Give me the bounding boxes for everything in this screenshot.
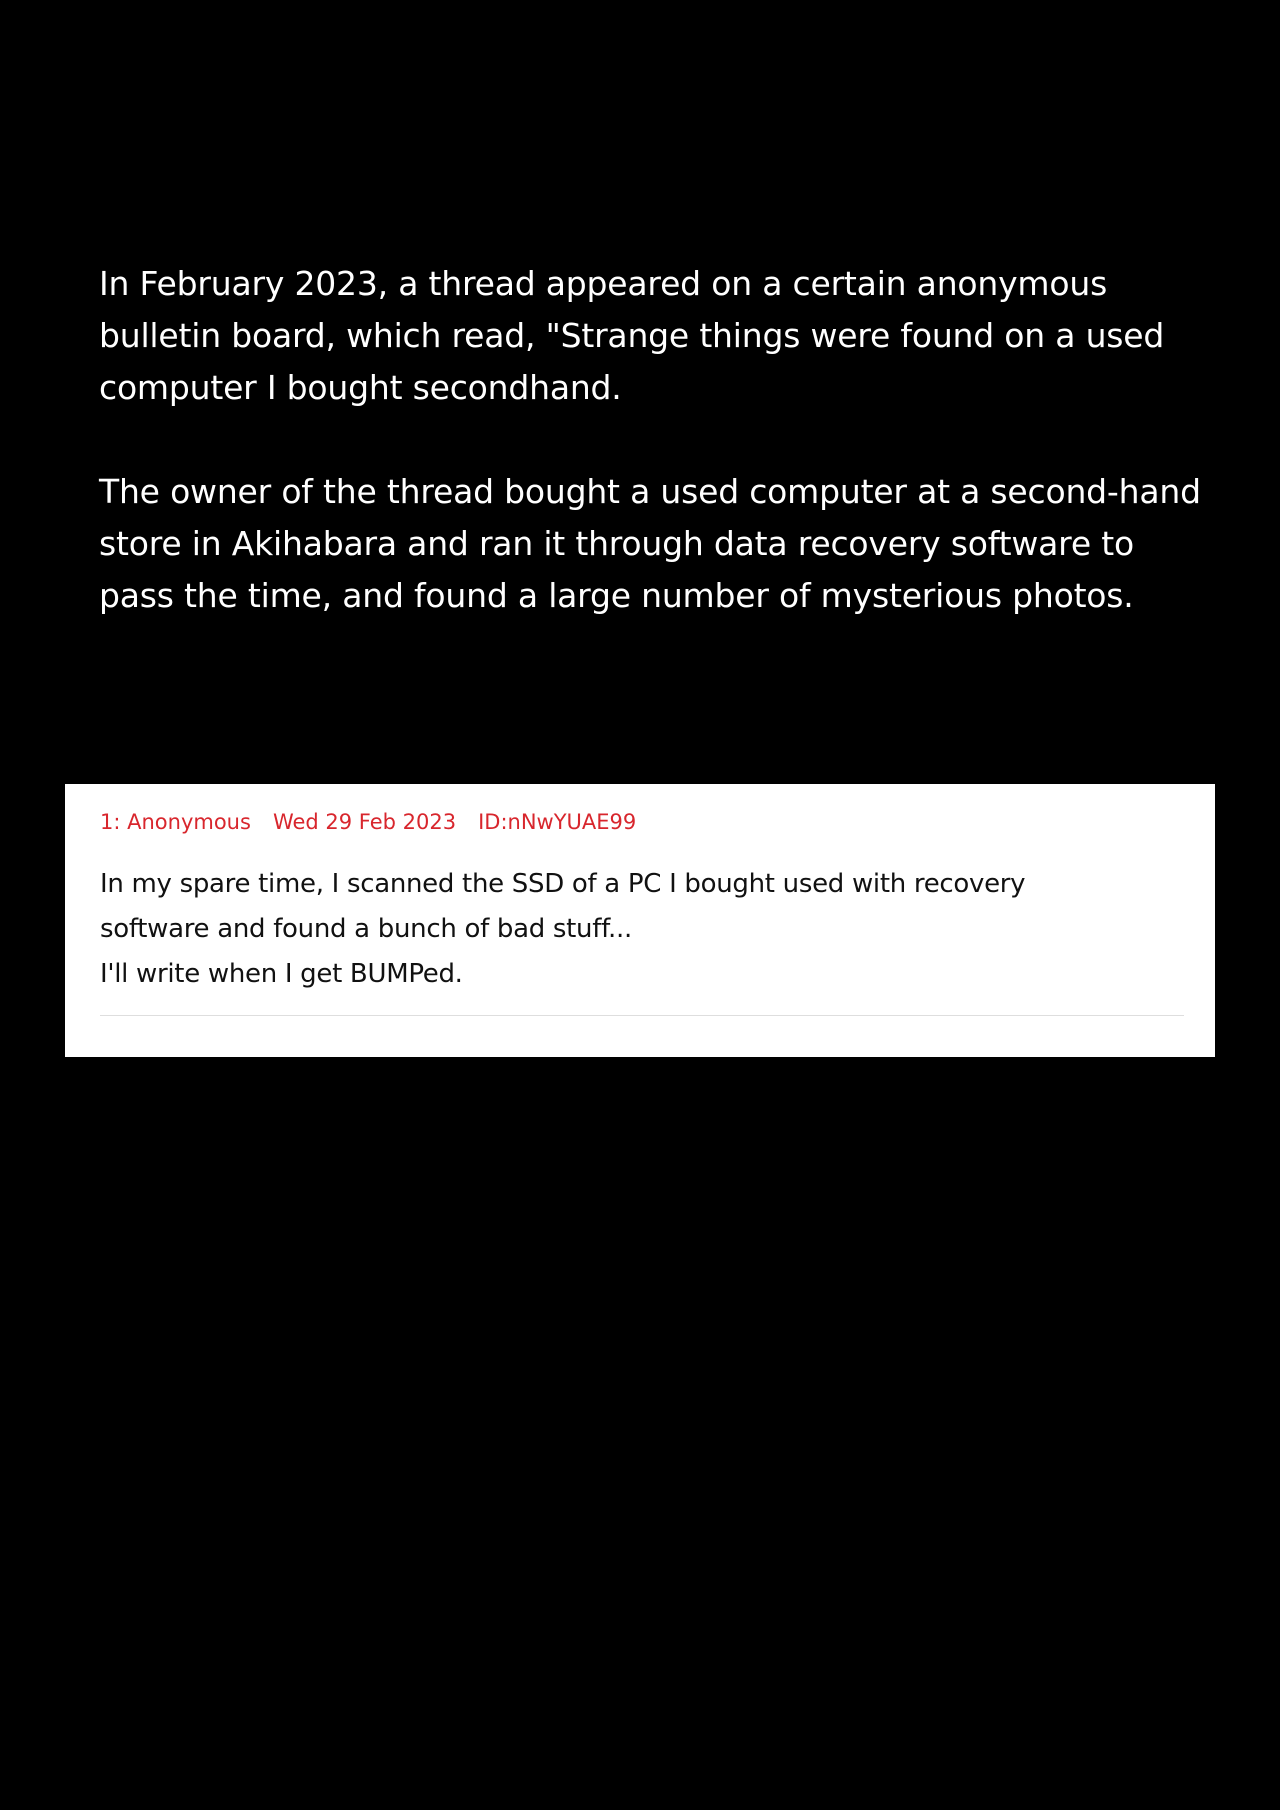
thread-post-card [65,784,1215,1057]
post-id: ID:nNwYUAE99 [478,810,637,834]
intro-paragraph: In February 2023, a thread appeared on a certain anonymous bulletin board, which read, "Strange things were found on a used computer I bought secondhand. [99,264,1165,407]
post-date: Wed 29 Feb 2023 [272,810,457,834]
post-divider [100,1015,1184,1016]
post-header [100,807,658,837]
post-body-line: I'll write when I get BUMPed. [100,959,463,989]
intro-paragraph: The owner of the thread bought a used computer at a second-hand store in Akihabara and ran it through data recovery software to pass the time, and found a large number of mysterious photos. [99,472,1201,615]
post-body-line: In my spare time, I scanned the SSD of a PC I bought used with recovery [100,869,1026,899]
intro-text [99,258,1209,674]
post-body-line: software and found a bunch of bad stuff... [100,914,632,944]
post-body [100,862,1180,997]
post-number-name: 1: Anonymous [100,810,251,834]
